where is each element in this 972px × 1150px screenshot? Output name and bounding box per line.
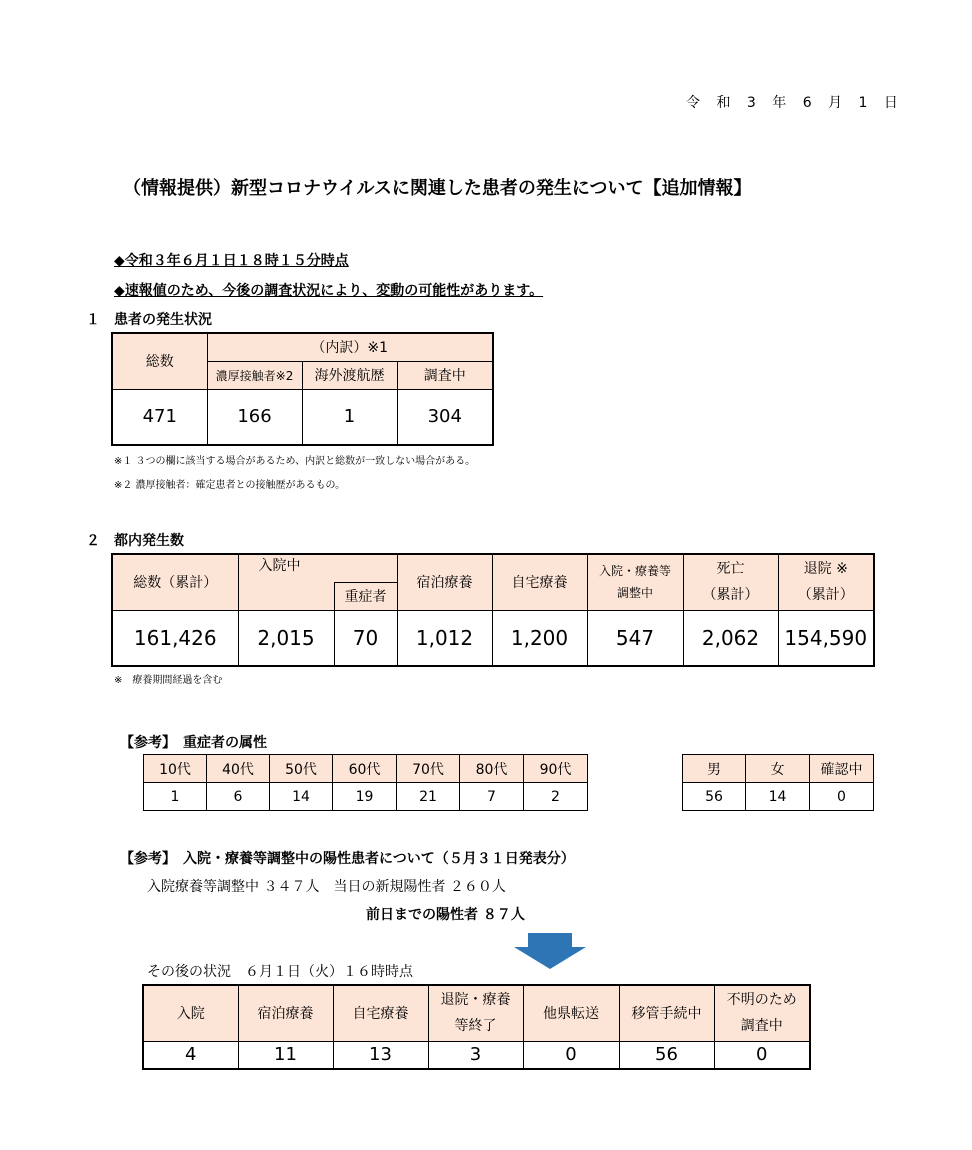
status-header: 退院・療養 等終了: [428, 985, 523, 1041]
status-header: 入院: [143, 985, 238, 1041]
value-severe: 70: [334, 610, 397, 666]
sex-header-female: 女: [746, 755, 810, 783]
age-header: 90代: [524, 755, 588, 783]
header-breakdown: （内訳）※1: [207, 333, 493, 361]
value-hospitalized: 2,015: [238, 610, 334, 666]
note-2: ※２ 濃厚接触者：確定患者との接触歴があるもの。: [114, 480, 346, 491]
age-value: 2: [524, 783, 588, 811]
notice-timestamp: ◆令和３年６月１日１８時１５分時点: [114, 253, 349, 269]
status-header: 宿泊療養: [238, 985, 333, 1041]
ref2-line1: 入院療養等調整中 ３４７人 当日の新規陽性者 ２６０人: [147, 879, 506, 895]
age-value: 14: [270, 783, 333, 811]
down-arrow-icon: [514, 933, 586, 969]
header-investigating: 調査中: [397, 361, 493, 389]
header-hospitalized-blank: [238, 582, 334, 610]
age-value: 21: [397, 783, 460, 811]
value-overseas: 1: [302, 389, 397, 445]
header-total: 総数: [112, 333, 207, 389]
status-value: 0: [523, 1041, 619, 1069]
value-investigating: 304: [397, 389, 493, 445]
severe-age-table: [143, 754, 588, 811]
sex-value-unconfirmed: 0: [810, 783, 874, 811]
value-deaths: 2,062: [683, 610, 778, 666]
age-header: 40代: [207, 755, 270, 783]
age-value: 6: [207, 783, 270, 811]
sex-value-female: 14: [746, 783, 810, 811]
value-adjusting: 547: [587, 610, 683, 666]
tokyo-cases-table: [111, 553, 875, 667]
status-header: 不明のため 調査中: [714, 985, 810, 1041]
header-hotel-care: 宿泊療養: [397, 554, 492, 610]
patient-status-table: [111, 332, 494, 446]
severe-sex-table: [682, 754, 874, 811]
sex-header-male: 男: [683, 755, 746, 783]
header-deaths: 死亡 （累計）: [683, 554, 778, 610]
value-home-care: 1,200: [492, 610, 587, 666]
ref2-heading: 【参考】 入院・療養等調整中の陽性患者について（５月３１日発表分）: [120, 851, 575, 867]
section2-note: ※ 療養期間経過を含む: [114, 675, 223, 686]
status-value: 11: [238, 1041, 333, 1069]
sex-header-unconfirmed: 確認中: [810, 755, 874, 783]
status-value: 4: [143, 1041, 238, 1069]
ref2-line2: 前日までの陽性者 ８７人: [366, 907, 525, 923]
note-1: ※１ ３つの欄に該当する場合があるため、内訳と総数が一致しない場合がある。: [114, 456, 476, 467]
header-overseas: 海外渡航歴: [302, 361, 397, 389]
notice-preliminary: ◆速報値のため、今後の調査状況により、変動の可能性があります。: [114, 283, 544, 299]
value-discharged: 154,590: [778, 610, 874, 666]
header-severe: 重症者: [334, 582, 397, 610]
status-header: 他県転送: [523, 985, 619, 1041]
section2-heading: ２ 都内発生数: [86, 533, 184, 549]
sex-value-male: 56: [683, 783, 746, 811]
age-value: 7: [460, 783, 524, 811]
value-cumulative-total: 161,426: [112, 610, 238, 666]
status-value: 56: [619, 1041, 714, 1069]
age-header: 60代: [333, 755, 397, 783]
status-line: その後の状況 ６月１日（火）１６時時点: [147, 964, 413, 980]
status-header: 移管手続中: [619, 985, 714, 1041]
ref1-heading: 【参考】 重症者の属性: [120, 735, 267, 751]
age-value: 1: [144, 783, 207, 811]
status-value: 0: [714, 1041, 810, 1069]
down-arrow-shape: [514, 933, 586, 969]
age-header: 10代: [144, 755, 207, 783]
value-close-contact: 166: [207, 389, 302, 445]
after-status-table: [142, 984, 811, 1070]
age-header: 80代: [460, 755, 524, 783]
age-header: 50代: [270, 755, 333, 783]
header-cumulative-total: 総数（累計）: [112, 554, 238, 610]
status-value: 13: [333, 1041, 428, 1069]
status-header: 自宅療養: [333, 985, 428, 1041]
age-header: 70代: [397, 755, 460, 783]
document-date: 令 和 3 年 6 月 1 日: [686, 95, 904, 111]
document-title: （情報提供）新型コロナウイルスに関連した患者の発生について【追加情報】: [123, 178, 752, 199]
value-total: 471: [112, 389, 207, 445]
header-hospitalized: 入院中: [238, 554, 397, 582]
header-close-contact: 濃厚接触者※2: [207, 361, 302, 389]
status-value: 3: [428, 1041, 523, 1069]
age-value: 19: [333, 783, 397, 811]
section1-heading: １ 患者の発生状況: [86, 312, 212, 328]
value-hotel-care: 1,012: [397, 610, 492, 666]
header-discharged: 退院 ※ （累計）: [778, 554, 874, 610]
header-adjusting: 入院・療養等 調整中: [587, 554, 683, 610]
header-home-care: 自宅療養: [492, 554, 587, 610]
